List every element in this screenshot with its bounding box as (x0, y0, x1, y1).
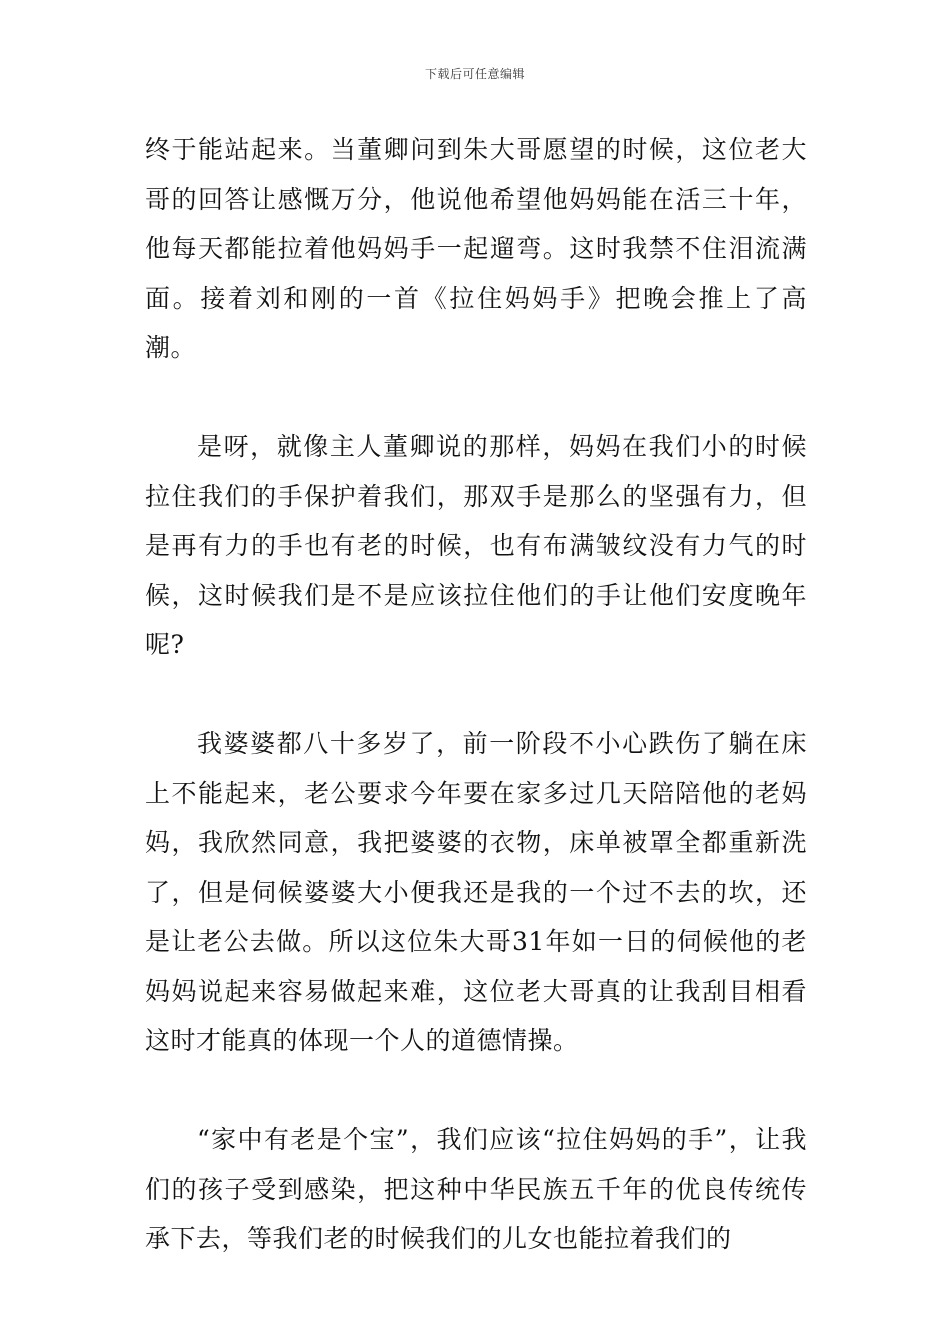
document-body (145, 125, 807, 1264)
paragraph-2: 是呀，就像主人董卿说的那样，妈妈在我们小的时候拉住我们的手保护着我们，那双手是那么的坚强有力，但是再有力的手也有老的时候，也有布满皱纹没有力气的时候，这时候我们是不是应该拉住他们的手让他们安度晚年呢? (145, 432, 807, 659)
paragraph-1: 终于能站起来。当董卿问到朱大哥愿望的时候，这位老大哥的回答让感慨万分，他说他希望他妈妈能在活三十年，他每天都能拉着他妈妈手一起遛弯。这时我禁不住泪流满面。接着刘和刚的一首《拉住妈妈手》把晚会推上了高潮。 (145, 135, 807, 362)
paragraph-spacer (145, 670, 807, 720)
paragraph-3: 我婆婆都八十多岁了，前一阶段不小心跌伤了躺在床上不能起来，老公要求今年要在家多过几天陪陪他的老妈妈，我欣然同意，我把婆婆的衣物，床单被罩全都重新洗了，但是伺候婆婆大小便我还是我的一个过不去的坎，还是让老公去做。所以这位朱大哥31年如一日的伺候他的老妈妈说起来容易做起来难，这位老大哥真的让我刮目相看这时才能真的体现一个人的道德情操。 (145, 729, 807, 1055)
paragraph-4: “家中有老是个宝”，我们应该“拉住妈妈的手”，让我们的孩子受到感染，把这种中华民族五千年的优良传统传承下去，等我们老的时候我们的儿女也能拉着我们的 (145, 1125, 807, 1253)
paragraph-spacer (145, 1066, 807, 1116)
page-header: 下载后可任意编辑 (424, 67, 525, 81)
paragraph-spacer (145, 373, 807, 423)
